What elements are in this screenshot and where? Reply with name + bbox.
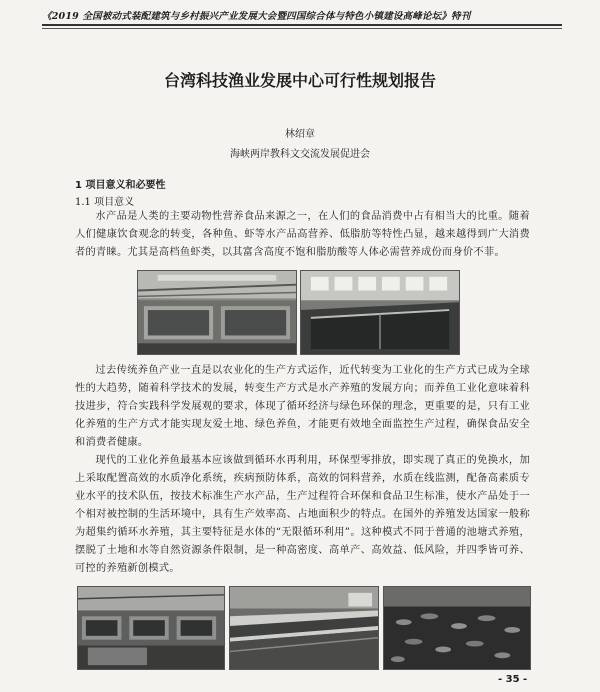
page-number: - 35 - (498, 674, 528, 685)
author-affiliation: 海峡两岸教科文交流发展促进会 (230, 149, 370, 160)
header-rule-thin (42, 28, 562, 29)
paper-title: 台湾科技渔业发展中心可行性规划报告 (163, 71, 436, 90)
photo-facility-hall (137, 270, 297, 355)
photo-tank-rows (77, 586, 225, 670)
body-paragraph-1: 水产品是人类的主要动物性营养食品来源之一，在人们的食品消费中占有相当大的比重。随着人们健康饮食观念的转变，各种鱼、虾等水产品高营养、低脂肪等特性凸显，越来越得到广大消费者的青睐。尤其是高档鱼虾类，以其富含高度不饱和脂肪酸等人体必需营养成份而身价不菲。 (75, 211, 530, 258)
header-rule (42, 24, 562, 26)
author-name: 林绍章 (285, 129, 315, 140)
photo-fish-pond (383, 586, 531, 670)
section-heading: 1 项目意义和必要性 (75, 180, 166, 191)
subsection-heading: 1.1 项目意义 (75, 197, 135, 208)
body-paragraph-2: 过去传统养鱼产业一直是以农业化的生产方式运作，近代转变为工业化的生产方式已成为全球性的大趋势，随着科学技术的发展，转变生产方式是水产养殖的发展方向；而养鱼工业化意味着科技进步，符合实践科学发展观的要求，体现了循环经济与绿色环保的理念，更重要的是，只有工业化养殖的生产方式才能实现友爱土地、绿色养鱼，才能更有效地全面监控生产过程，确保食品安全和消费者健康。 (75, 365, 530, 448)
photo-indoor-tanks (300, 270, 460, 355)
running-header: 《2019 全国被动式装配建筑与乡村振兴产业发展大会暨四国综合体与特色小镇建设高峰论坛》特刊 (42, 11, 471, 22)
photo-long-raceway (229, 586, 379, 670)
body-paragraph-3: 现代的工业化养鱼最基本应该做到循环水再利用，环保型零排放，即实现了真正的免换水，加上采取配置高效的水质净化系统，疾病预防体系，高效的饲料营养，水质在线监测，配备高素质专业水平的技术队伍，按技术标准生产水产品，生产过程符合环保和食品卫生标准，使水产品处于一个相对被控制的生活环境中，具有生产效率高、占地面积少的特点。在国外的养殖发达国家一般称为超集约循环水养殖，其主要特征是水体的“无限循环利用”。这种模式不同于普通的池塘式养殖，摆脱了土地和水等自然资源条件限制，是一种高密度、高单产、高效益、低风险，并四季皆可养、可控的养殖新创模式。 (75, 455, 530, 574)
